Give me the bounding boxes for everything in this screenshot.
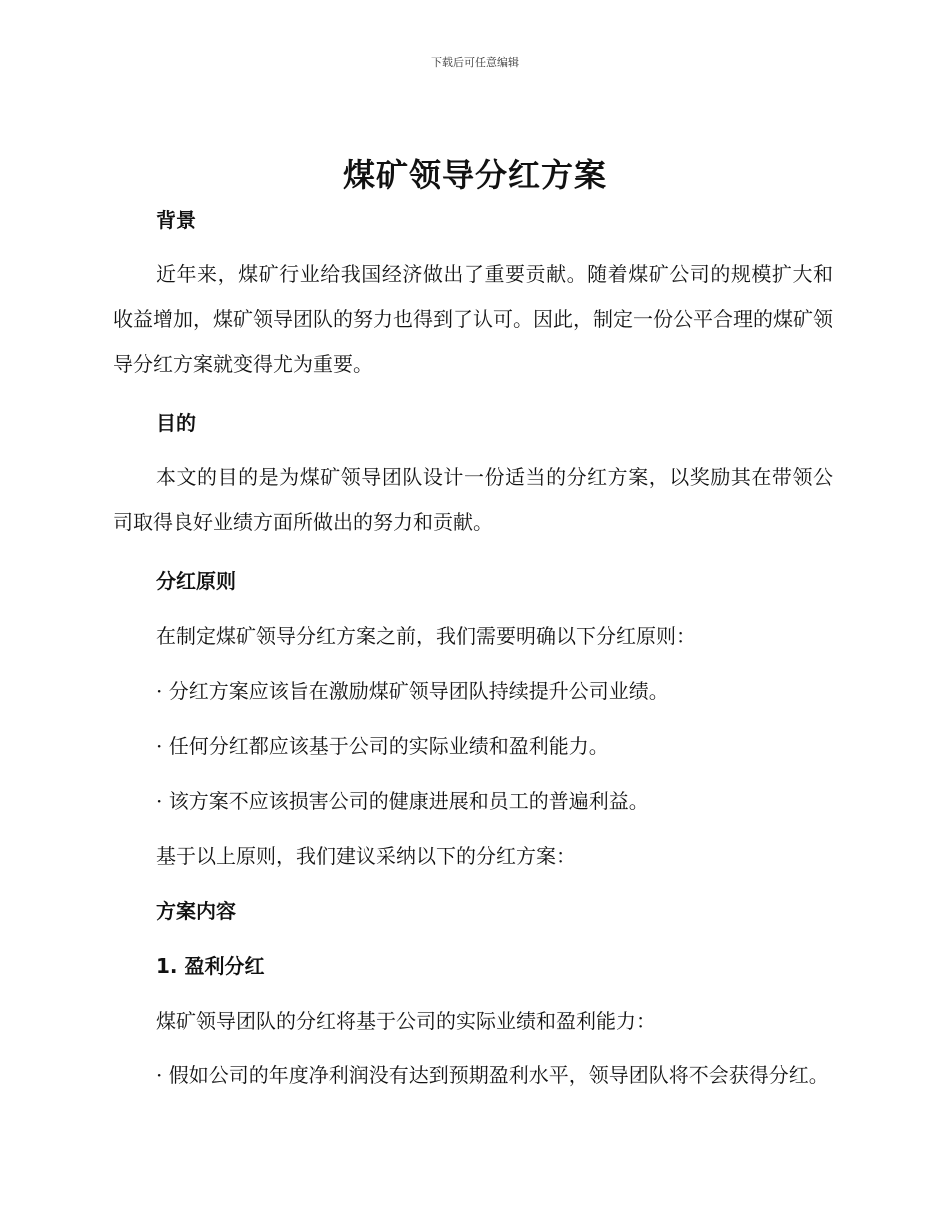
section-heading-principles: 分红原则 <box>156 569 236 593</box>
section-heading-purpose: 目的 <box>156 411 196 435</box>
paragraph-principles-conclusion: 基于以上原则，我们建议采纳以下的分红方案： <box>156 844 576 868</box>
paragraph-background: 近年来，煤矿行业给我国经济做出了重要贡献。随着煤矿公司的规模扩大和收益增加，煤矿领导团队的努力也得到了认可。因此，制定一份公平合理的煤矿领导分红方案就变得尤为重要。 <box>113 262 833 376</box>
paragraph-principles-intro: 在制定煤矿领导分红方案之前，我们需要明确以下分红原则： <box>156 624 696 648</box>
list-item: · 分红方案应该旨在激励煤矿领导团队持续提升公司业绩。 <box>156 679 669 703</box>
paragraph-profit-dividend: 煤矿领导团队的分红将基于公司的实际业绩和盈利能力： <box>156 1009 656 1033</box>
section-heading-background: 背景 <box>156 208 196 232</box>
section-heading-plan: 方案内容 <box>156 899 236 923</box>
document-body <box>113 200 833 1098</box>
document-title: 煤矿领导分红方案 <box>342 156 607 194</box>
header-note: 下载后可任意编辑 <box>431 56 519 69</box>
list-item: · 任何分红都应该基于公司的实际业绩和盈利能力。 <box>156 734 609 758</box>
paragraph-purpose: 本文的目的是为煤矿领导团队设计一份适当的分红方案，以奖励其在带领公司取得良好业绩方面所做出的努力和贡献。 <box>113 465 833 534</box>
subsection-heading-profit-dividend: 1. 盈利分红 <box>156 954 265 978</box>
list-item: · 该方案不应该损害公司的健康进展和员工的普遍利益。 <box>156 789 649 813</box>
list-item: · 假如公司的年度净利润没有达到预期盈利水平，领导团队将不会获得分红。 <box>156 1063 829 1087</box>
